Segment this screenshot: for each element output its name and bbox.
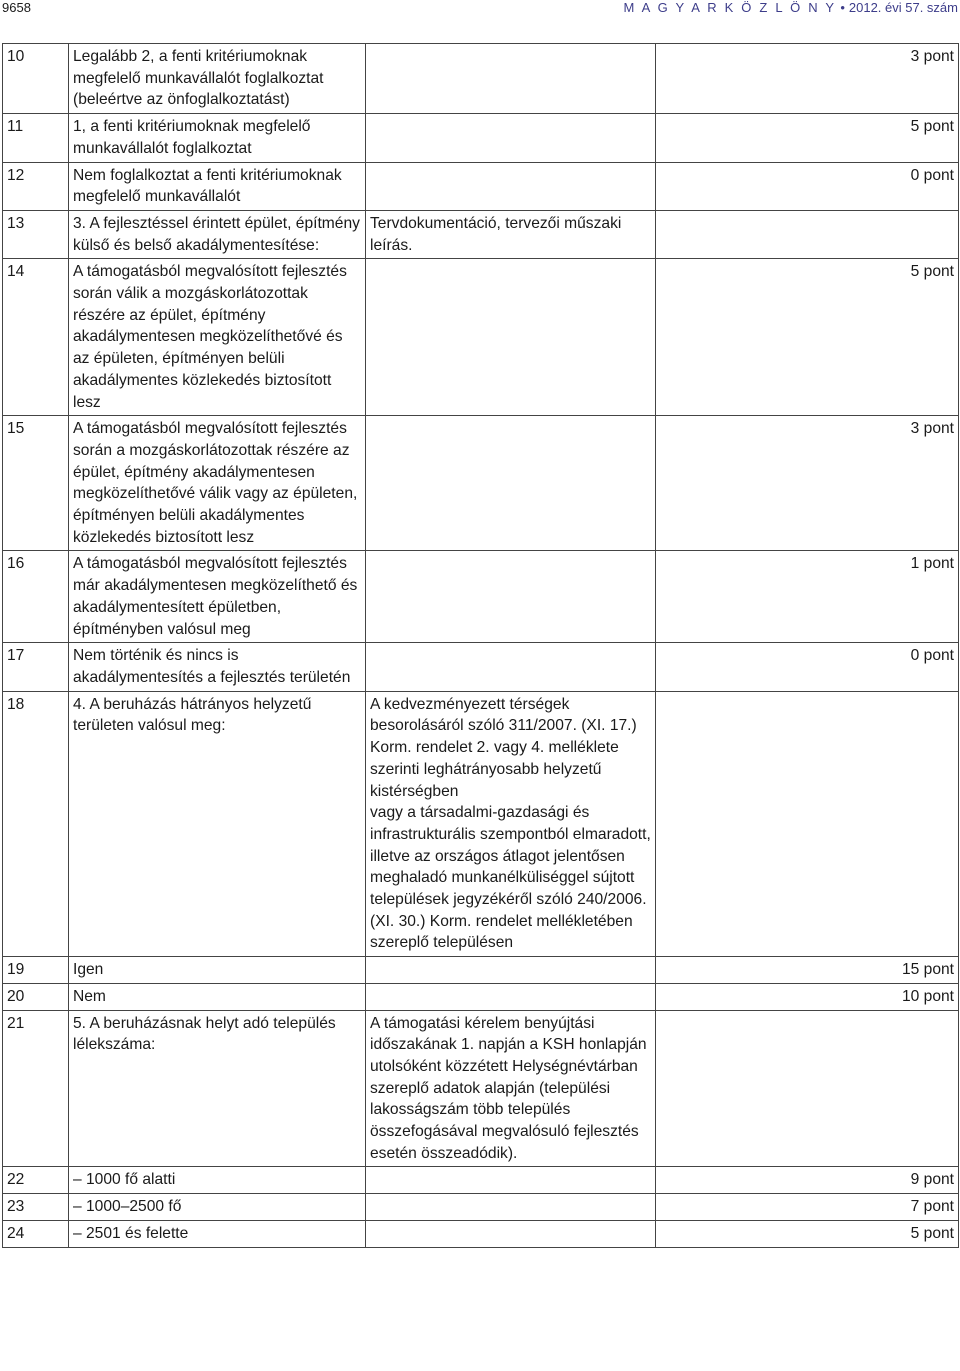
document-cell: [366, 551, 656, 643]
table-row: [3, 1010, 959, 1167]
points-cell: 7 pont: [656, 1194, 959, 1221]
row-number: 18: [3, 691, 69, 956]
criterion-cell: A támogatásból megvalósított fejlesztés során a mozgáskorlátozottak részére az épület, építmény akadálymentesen megközelíthetővé válik vagy az épületen, építményen belüli akadálymentes közlekedés biztosított lesz: [69, 416, 366, 551]
document-cell: [366, 1167, 656, 1194]
table-row: [3, 643, 959, 691]
row-number: 13: [3, 210, 69, 258]
points-cell: 10 pont: [656, 983, 959, 1010]
points-cell: 3 pont: [656, 416, 959, 551]
criterion-cell: – 1000–2500 fő: [69, 1194, 366, 1221]
criterion-cell: – 1000 fő alatti: [69, 1167, 366, 1194]
criterion-cell: 3. A fejlesztéssel érintett épület, építmény külső és belső akadálymentesítése:: [69, 210, 366, 258]
row-number: 14: [3, 259, 69, 416]
scoring-table-body: [3, 44, 959, 1248]
document-cell: [366, 114, 656, 162]
row-number: 12: [3, 162, 69, 210]
row-number: 16: [3, 551, 69, 643]
points-cell: 5 pont: [656, 114, 959, 162]
criterion-cell: Nem történik és nincs is akadálymentesítés a fejlesztés területén: [69, 643, 366, 691]
document-cell: A támogatási kérelem benyújtási időszakának 1. napján a KSH honlapján utolsóként közzétett Helységnévtárban szereplő adatok alapján (települési lakosságszám több település összefogásával megvalósuló fejlesztés esetén összeadódik).: [366, 1010, 656, 1167]
table-row: [3, 983, 959, 1010]
points-cell: 5 pont: [656, 1220, 959, 1247]
document-cell: [366, 983, 656, 1010]
table-row: [3, 691, 959, 956]
criterion-cell: Igen: [69, 957, 366, 984]
row-number: 10: [3, 44, 69, 114]
document-cell: A kedvezményezett térségek besorolásáról szóló 311/2007. (XI. 17.) Korm. rendelet 2. vagy 4. melléklete szerinti leghátrányosabb helyzetű kistérségben vagy a társadalmi-gazdasági és infrastrukturális szempontból elmaradott, illetve az országos átlagot jelentősen meghaladó munkanélküliséggel sújtott települések jegyzékéről szóló 240/2006. (XI. 30.) Korm. rendelet mellékletében szereplő településen: [366, 691, 656, 956]
table-row: [3, 551, 959, 643]
row-number: 19: [3, 957, 69, 984]
separator-dot: •: [840, 0, 845, 15]
document-cell: Tervdokumentáció, tervezői műszaki leírás.: [366, 210, 656, 258]
table-row: [3, 1167, 959, 1194]
table-row: [3, 1194, 959, 1221]
criterion-cell: Nem foglalkoztat a fenti kritériumoknak megfelelő munkavállalót: [69, 162, 366, 210]
points-cell: 1 pont: [656, 551, 959, 643]
points-cell: 0 pont: [656, 643, 959, 691]
document-cell: [366, 44, 656, 114]
page-number: 9658: [2, 0, 31, 15]
criterion-cell: – 2501 és felette: [69, 1220, 366, 1247]
points-cell: [656, 210, 959, 258]
journal-masthead: [624, 1, 958, 14]
points-cell: 9 pont: [656, 1167, 959, 1194]
page-header: [0, 0, 960, 16]
table-row: [3, 114, 959, 162]
criterion-cell: 5. A beruházásnak helyt adó település lélekszáma:: [69, 1010, 366, 1167]
criterion-cell: A támogatásból megvalósított fejlesztés során válik a mozgáskorlátozottak részére az épület, építmény akadálymentesen megközelíthetővé és az épületen, építményen belüli akadálymentes közlekedés biztosított lesz: [69, 259, 366, 416]
row-number: 15: [3, 416, 69, 551]
document-cell: [366, 643, 656, 691]
row-number: 17: [3, 643, 69, 691]
points-cell: 5 pont: [656, 259, 959, 416]
points-cell: 15 pont: [656, 957, 959, 984]
document-cell: [366, 1194, 656, 1221]
document-cell: [366, 1220, 656, 1247]
document-cell: [366, 416, 656, 551]
table-row: [3, 1220, 959, 1247]
criterion-cell: A támogatásból megvalósított fejlesztés már akadálymentesen megközelíthető és akadálymentesített épületben, építményben valósul meg: [69, 551, 366, 643]
criterion-cell: Legalább 2, a fenti kritériumoknak megfelelő munkavállalót foglalkoztat (beleértve az önfoglalkoztatást): [69, 44, 366, 114]
journal-title: M A G Y A R K Ö Z L Ö N Y: [623, 0, 837, 15]
points-cell: [656, 691, 959, 956]
points-cell: 0 pont: [656, 162, 959, 210]
row-number: 24: [3, 1220, 69, 1247]
table-row: [3, 416, 959, 551]
document-cell: [366, 259, 656, 416]
scoring-table: [2, 43, 959, 1248]
row-number: 21: [3, 1010, 69, 1167]
row-number: 23: [3, 1194, 69, 1221]
table-row: [3, 210, 959, 258]
table-row: [3, 162, 959, 210]
document-cell: [366, 957, 656, 984]
table-row: [3, 259, 959, 416]
criterion-cell: 1, a fenti kritériumoknak megfelelő munkavállalót foglalkoztat: [69, 114, 366, 162]
criterion-cell: Nem: [69, 983, 366, 1010]
criterion-cell: 4. A beruházás hátrányos helyzetű területen valósul meg:: [69, 691, 366, 956]
table-row: [3, 44, 959, 114]
row-number: 20: [3, 983, 69, 1010]
journal-issue: 2012. évi 57. szám: [848, 0, 958, 15]
points-cell: 3 pont: [656, 44, 959, 114]
document-cell: [366, 162, 656, 210]
points-cell: [656, 1010, 959, 1167]
row-number: 22: [3, 1167, 69, 1194]
table-row: [3, 957, 959, 984]
row-number: 11: [3, 114, 69, 162]
